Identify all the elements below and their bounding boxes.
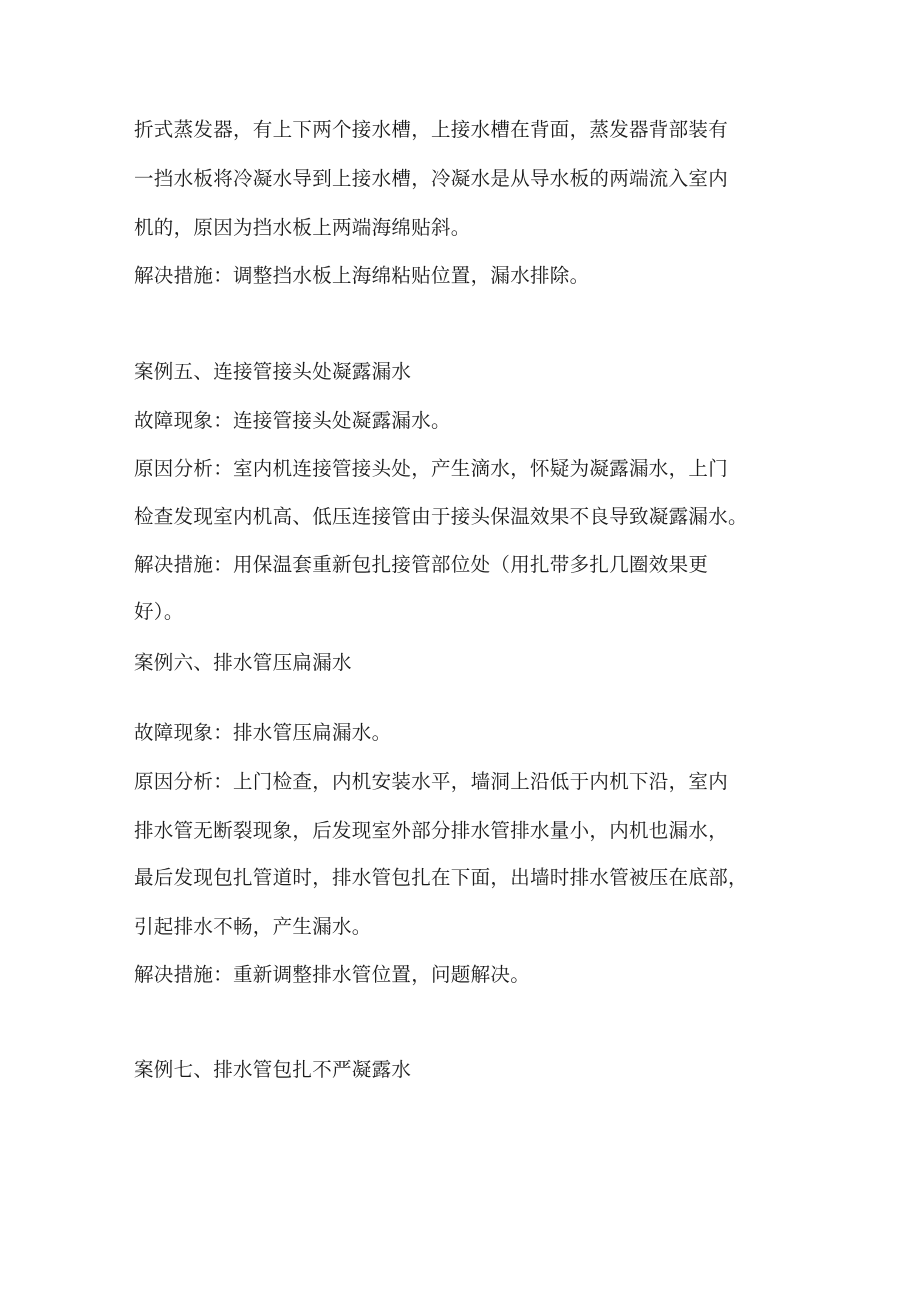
solution-line: 解决措施：重新调整排水管位置，问题解决。 (134, 963, 531, 986)
symptom-line: 故障现象：连接管接头处凝露漏水。 (134, 409, 451, 432)
paragraph-line: 一挡水板将冷凝水导到上接水槽，冷凝水是从导水板的两端流入室内 (134, 167, 729, 190)
symptom-line: 故障现象：排水管压扁漏水。 (134, 721, 392, 744)
cause-line: 检查发现室内机高、低压连接管由于接头保温效果不良导致凝露漏水。 (134, 505, 748, 528)
cause-line: 最后发现包扎管道时，排水管包扎在下面，出墙时排水管被压在底部， (134, 866, 748, 889)
case-title: 案例五、连接管接头处凝露漏水 (134, 360, 412, 383)
paragraph-line: 机的，原因为挡水板上两端海绵贴斜。 (134, 216, 471, 239)
solution-line: 解决措施：调整挡水板上海绵粘贴位置，漏水排除。 (134, 264, 590, 287)
cause-line: 原因分析：上门检查，内机安装水平，墙洞上沿低于内机下沿，室内 (134, 770, 729, 793)
solution-line: 好）。 (134, 600, 184, 623)
cause-line: 原因分析：室内机连接管接头处，产生滴水，怀疑为凝露漏水，上门 (134, 457, 729, 480)
cause-line: 引起排水不畅，产生漏水。 (134, 915, 372, 938)
case-title: 案例六、排水管压扁漏水 (134, 651, 352, 674)
case-title: 案例七、排水管包扎不严凝露水 (134, 1058, 412, 1081)
solution-line: 解决措施：用保温套重新包扎接管部位处（用扎带多扎几圈效果更 (134, 553, 709, 576)
cause-line: 排水管无断裂现象，后发现室外部分排水管排水量小，内机也漏水， (134, 819, 729, 842)
paragraph-line: 折式蒸发器，有上下两个接水槽，上接水槽在背面，蒸发器背部装有 (134, 118, 729, 141)
